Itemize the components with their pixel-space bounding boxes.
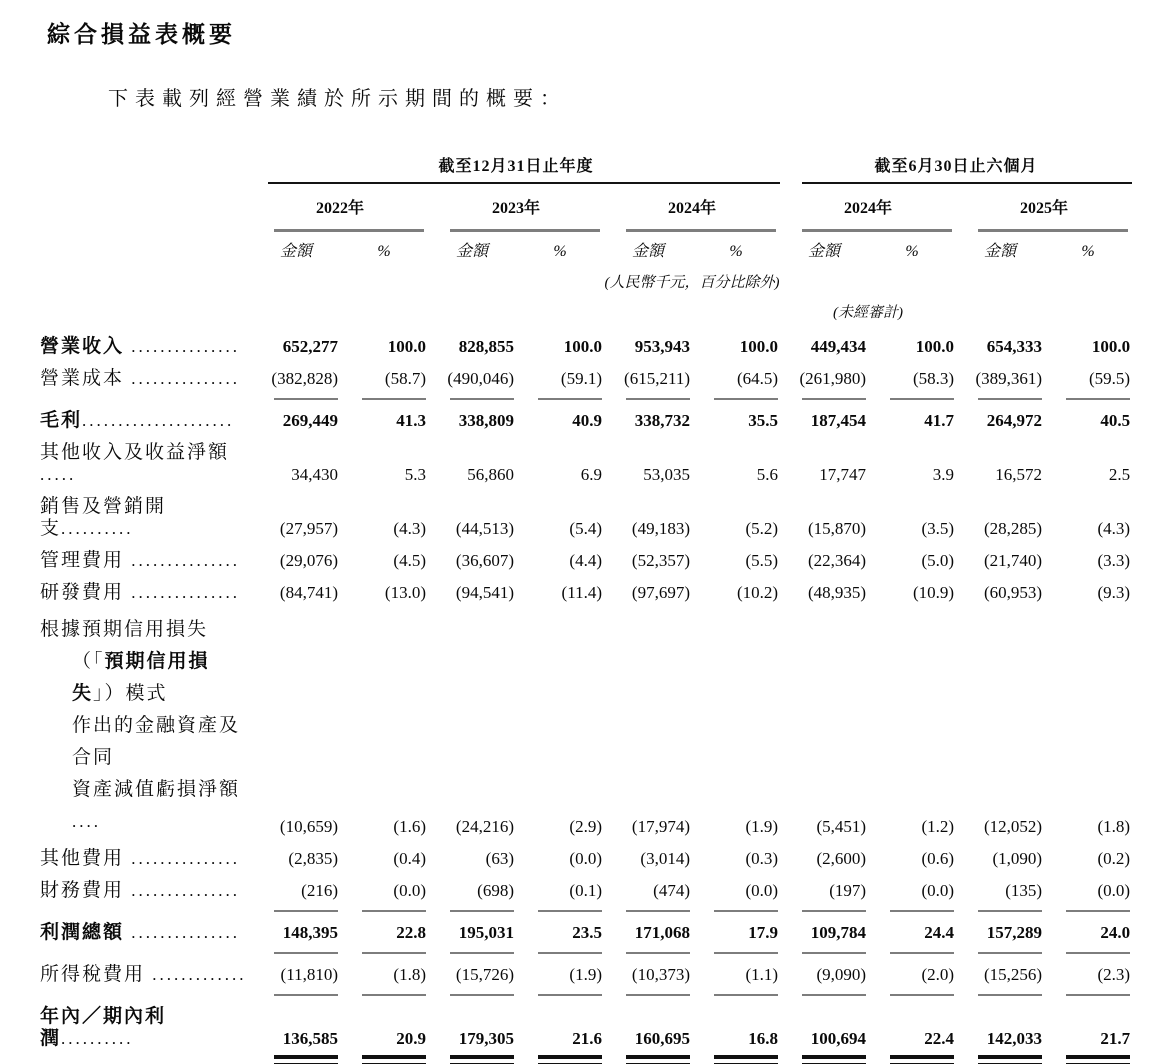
- percent-cell: (9.3): [1097, 583, 1131, 602]
- row-label: 銷售及營銷開支..........: [40, 496, 167, 539]
- amount-cell: 195,031: [428, 912, 516, 954]
- year-header-2022: 2022年: [252, 184, 428, 232]
- amount-cell: 953,943: [634, 337, 690, 356]
- amount-cell: (60,953): [983, 583, 1043, 602]
- amount-cell: (28,285): [983, 519, 1043, 538]
- percent-cell: 21.6: [516, 996, 604, 1064]
- percent-cell: (0.0): [692, 870, 780, 912]
- amount-cell: (261,980): [780, 358, 868, 400]
- group-header-interim: 截至6月30日止六個月: [780, 148, 1132, 184]
- row-label: 財務費用 ...............: [40, 880, 241, 901]
- amount-cell: (490,046): [428, 358, 516, 400]
- table-row-admin-expenses: [40, 540, 1132, 572]
- col-header-percent: %: [553, 243, 567, 260]
- percent-cell: (0.2): [1097, 849, 1131, 868]
- amount-cell: (615,211): [604, 358, 692, 400]
- amount-cell: 179,305: [428, 996, 516, 1064]
- page-title: 綜合損益表概要: [47, 22, 236, 47]
- amount-cell: 142,033: [956, 996, 1044, 1064]
- table-row-selling-expenses: [40, 486, 1132, 540]
- percent-cell: (0.6): [921, 849, 955, 868]
- percent-cell: 35.5: [748, 411, 779, 430]
- percent-cell: 5.3: [404, 465, 426, 484]
- row-label: 所得稅費用 .............: [40, 964, 247, 985]
- percent-cell: (1.6): [393, 817, 426, 836]
- table-body: [40, 326, 1132, 1064]
- row-label: 年內／期內利潤..........: [40, 1006, 167, 1049]
- table-row-gross-profit: [40, 400, 1132, 432]
- percent-cell: (11.4): [561, 583, 602, 602]
- amount-cell: (10,373): [604, 954, 692, 996]
- amount-cell: 654,333: [986, 337, 1043, 356]
- percent-cell: (1.9): [516, 954, 604, 996]
- amount-cell: 338,809: [458, 411, 514, 430]
- amount-cell: (382,828): [252, 358, 340, 400]
- amount-cell: (12,052): [983, 817, 1043, 836]
- percent-cell: 100.0: [387, 337, 426, 356]
- percent-cell: 21.7: [1044, 996, 1132, 1064]
- percent-cell: (58.7): [340, 358, 428, 400]
- amount-cell: (24,216): [455, 817, 514, 836]
- col-header-amount: 金額: [808, 243, 841, 260]
- percent-cell: 100.0: [915, 337, 955, 356]
- amount-cell: 148,395: [252, 912, 340, 954]
- amount-cell: 171,068: [604, 912, 692, 954]
- percent-cell: 16.8: [692, 996, 780, 1064]
- percent-cell: (1.8): [1097, 817, 1131, 836]
- amount-cell: (22,364): [807, 551, 867, 570]
- units-note: (人民幣千元，百分比除外): [604, 275, 780, 291]
- percent-cell: (0.0): [569, 849, 602, 868]
- percent-cell: (2.3): [1044, 954, 1132, 996]
- amount-cell: (15,870): [807, 519, 867, 538]
- percent-cell: (0.0): [868, 870, 956, 912]
- percent-cell: (1.9): [745, 817, 779, 836]
- amount-cell: (216): [252, 870, 340, 912]
- amount-cell: (2,600): [816, 849, 867, 868]
- percent-cell: (0.0): [340, 870, 428, 912]
- percent-cell: (1.1): [692, 954, 780, 996]
- income-statement-table: [40, 148, 1132, 1064]
- year-header-row: [40, 184, 1132, 232]
- amount-cell: 160,695: [604, 996, 692, 1064]
- percent-cell: (59.5): [1044, 358, 1132, 400]
- spacer-cell: [252, 296, 780, 326]
- year-header-2023: 2023年: [428, 184, 604, 232]
- percent-cell: 40.9: [572, 411, 602, 430]
- spacer-cell: [956, 296, 1132, 326]
- unaudited-note-row: [40, 296, 1132, 326]
- row-label: 營業收入 ...............: [40, 336, 241, 357]
- amount-cell: 109,784: [780, 912, 868, 954]
- percent-cell: (0.0): [1044, 870, 1132, 912]
- spacer-cell: [40, 184, 252, 232]
- percent-cell: 20.9: [340, 996, 428, 1064]
- amount-cell: 828,855: [458, 337, 514, 356]
- amount-cell: 17,747: [819, 465, 867, 484]
- amount-cell: (63): [485, 849, 514, 868]
- row-label: 毛利.....................: [40, 410, 235, 431]
- amount-cell: (5,451): [816, 817, 867, 836]
- percent-cell: 3.9: [932, 465, 955, 484]
- amount-cell: (84,741): [279, 583, 338, 602]
- year-header-2024-interim: 2024年: [780, 184, 956, 232]
- percent-cell: (10.9): [912, 583, 955, 602]
- row-label: 利潤總額 ...............: [40, 922, 241, 943]
- percent-cell: 40.5: [1100, 411, 1131, 430]
- amount-cell: 34,430: [291, 465, 338, 484]
- col-header-percent: %: [377, 243, 391, 260]
- percent-cell: (0.1): [516, 870, 604, 912]
- amount-cell: (36,607): [455, 551, 514, 570]
- year-header-2025-interim: 2025年: [956, 184, 1132, 232]
- amount-cell: (17,974): [631, 817, 690, 836]
- amount-cell: (698): [428, 870, 516, 912]
- percent-cell: (59.1): [516, 358, 604, 400]
- amount-cell: (10,659): [279, 817, 338, 836]
- percent-cell: (2.0): [868, 954, 956, 996]
- table-row-cost-of-sales: [40, 358, 1132, 400]
- percent-cell: (4.3): [1097, 519, 1131, 538]
- percent-cell: (4.4): [569, 551, 602, 570]
- row-label: 其他收入及收益淨額 .....: [40, 442, 230, 484]
- intro-text: 下表載列經營業績於所示期間的概要：: [108, 88, 567, 110]
- percent-cell: (3.5): [921, 519, 955, 538]
- percent-cell: (0.4): [393, 849, 426, 868]
- table-row-income-tax: [40, 954, 1132, 996]
- table-row-profit-before-tax: [40, 912, 1132, 954]
- percent-cell: (64.5): [692, 358, 780, 400]
- col-header-amount: 金額: [984, 243, 1017, 260]
- percent-cell: 17.9: [692, 912, 780, 954]
- amount-cell: (3,014): [640, 849, 690, 868]
- percent-cell: (5.0): [921, 551, 955, 570]
- group-header-annual: 截至12月31日止年度: [252, 148, 780, 184]
- percent-cell: 41.3: [396, 411, 426, 430]
- table-row-finance-costs: [40, 870, 1132, 912]
- spacer-cell: [40, 296, 252, 326]
- amount-cell: (197): [780, 870, 868, 912]
- group-header-row: [40, 148, 1132, 184]
- amount-cell: (2,835): [288, 849, 338, 868]
- percent-cell: (4.3): [393, 519, 426, 538]
- amount-cell: 652,277: [282, 337, 338, 356]
- year-header-2024: 2024年: [604, 184, 780, 232]
- amount-cell: 187,454: [810, 411, 867, 430]
- row-label: 研發費用 ...............: [40, 582, 241, 603]
- amount-cell: 56,860: [467, 465, 514, 484]
- percent-cell: (13.0): [384, 583, 426, 602]
- percent-cell: (0.3): [745, 849, 779, 868]
- amount-cell: (1,090): [992, 849, 1043, 868]
- subcolumn-header-row: [40, 232, 1132, 266]
- percent-cell: 5.6: [756, 465, 779, 484]
- amount-cell: 100,694: [780, 996, 868, 1064]
- spacer-cell: [40, 266, 252, 296]
- percent-cell: 100.0: [1091, 337, 1131, 356]
- row-label: 營業成本 ...............: [40, 368, 241, 389]
- unaudited-note: (未經審計): [833, 305, 904, 321]
- percent-cell: (1.8): [340, 954, 428, 996]
- amount-cell: (94,541): [455, 583, 514, 602]
- percent-cell: (4.5): [393, 551, 426, 570]
- row-label: 根據預期信用損失 （「預期信用損失」）模式 作出的金融資產及合同 資產減值虧損淨額 ....: [40, 619, 241, 831]
- table-row-rd-expenses: [40, 572, 1132, 604]
- percent-cell: (58.3): [868, 358, 956, 400]
- table-row-revenue: [40, 326, 1132, 358]
- col-header-percent: %: [905, 243, 919, 260]
- amount-cell: (474): [604, 870, 692, 912]
- amount-cell: 449,434: [810, 337, 867, 356]
- units-note-row: [40, 266, 1132, 296]
- percent-cell: 100.0: [563, 337, 602, 356]
- amount-cell: (15,726): [428, 954, 516, 996]
- amount-cell: (48,935): [807, 583, 867, 602]
- amount-cell: (97,697): [631, 583, 690, 602]
- percent-cell: 100.0: [739, 337, 779, 356]
- table-row-other-expenses: [40, 838, 1132, 870]
- spacer-cell: [40, 232, 252, 266]
- amount-cell: (15,256): [956, 954, 1044, 996]
- amount-cell: (52,357): [631, 551, 690, 570]
- amount-cell: 338,732: [634, 411, 690, 430]
- amount-cell: 16,572: [995, 465, 1043, 484]
- percent-cell: 6.9: [580, 465, 602, 484]
- percent-cell: (5.4): [569, 519, 602, 538]
- col-header-amount: 金額: [455, 243, 488, 260]
- table-row-profit-for-period: [40, 996, 1132, 1064]
- amount-cell: 157,289: [956, 912, 1044, 954]
- percent-cell: (1.2): [921, 817, 955, 836]
- percent-cell: 2.5: [1108, 465, 1131, 484]
- amount-cell: (21,740): [983, 551, 1043, 570]
- amount-cell: (44,513): [455, 519, 514, 538]
- amount-cell: (29,076): [279, 551, 338, 570]
- table-row-other-income: [40, 432, 1132, 486]
- amount-cell: (389,361): [956, 358, 1044, 400]
- amount-cell: (9,090): [780, 954, 868, 996]
- percent-cell: 23.5: [516, 912, 604, 954]
- percent-cell: 22.8: [340, 912, 428, 954]
- percent-cell: 22.4: [868, 996, 956, 1064]
- percent-cell: (2.9): [569, 817, 602, 836]
- row-label: 管理費用 ...............: [40, 550, 241, 571]
- amount-cell: 264,972: [986, 411, 1043, 430]
- percent-cell: (3.3): [1097, 551, 1131, 570]
- amount-cell: (11,810): [252, 954, 340, 996]
- percent-cell: 24.0: [1044, 912, 1132, 954]
- table-row-ecl-impairment: [40, 604, 1132, 838]
- percent-cell: 24.4: [868, 912, 956, 954]
- col-header-percent: %: [1081, 243, 1095, 260]
- percent-cell: 41.7: [924, 411, 955, 430]
- col-header-amount: 金額: [279, 243, 312, 260]
- amount-cell: 136,585: [252, 996, 340, 1064]
- percent-cell: (5.5): [745, 551, 779, 570]
- spacer-cell: [40, 148, 252, 184]
- amount-cell: 53,035: [643, 465, 690, 484]
- percent-cell: (10.2): [736, 583, 779, 602]
- amount-cell: 269,449: [282, 411, 338, 430]
- amount-cell: (135): [956, 870, 1044, 912]
- row-label: 其他費用 ...............: [40, 848, 241, 869]
- amount-cell: (27,957): [279, 519, 338, 538]
- col-header-percent: %: [729, 243, 743, 260]
- amount-cell: (49,183): [631, 519, 690, 538]
- col-header-amount: 金額: [631, 243, 664, 260]
- percent-cell: (5.2): [745, 519, 779, 538]
